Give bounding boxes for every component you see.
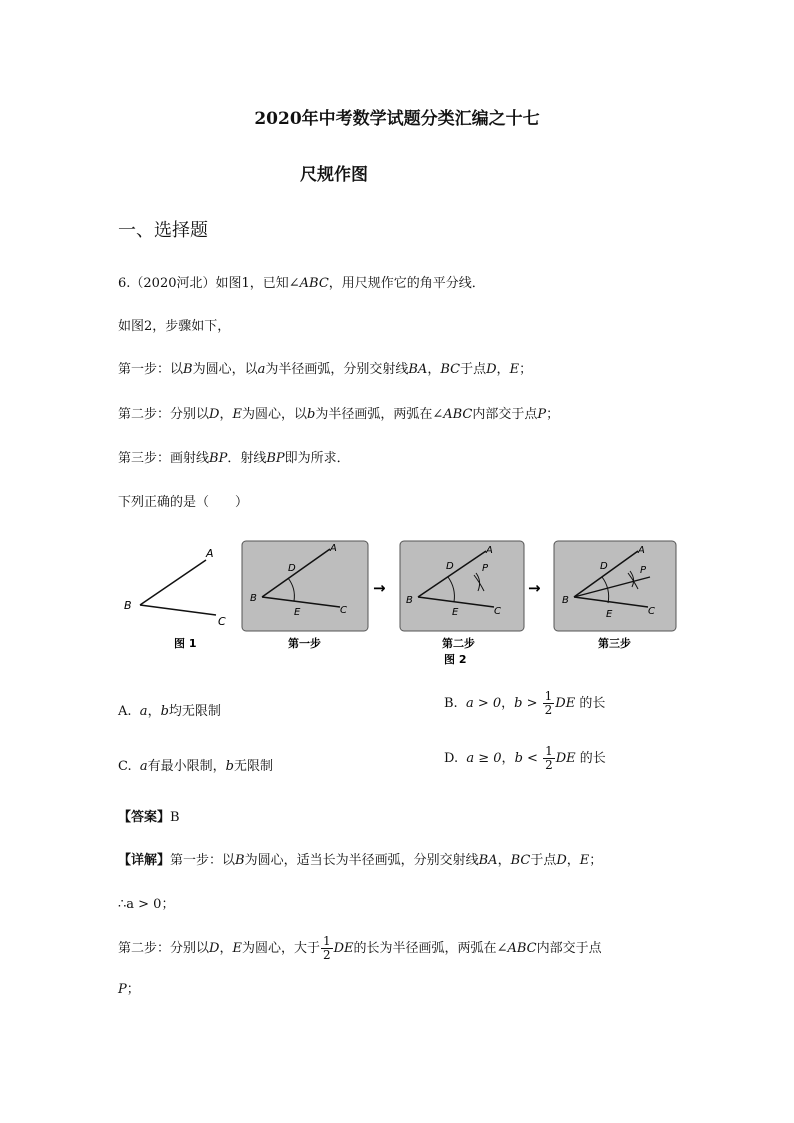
step1-label-e: E bbox=[294, 607, 301, 618]
step1-label-a: A bbox=[330, 543, 337, 554]
option-c[interactable]: C. a有最小限制，b无限制 bbox=[118, 759, 274, 774]
fig2-caption: 图 2 bbox=[444, 653, 467, 666]
step-3-text: 第三步：画射线BP．射线BP即为所求． bbox=[118, 451, 350, 466]
step-2-text: 第二步：分别以D，E为圆心，以b为半径画弧，两弧在∠ABC内部交于点P； bbox=[118, 407, 560, 422]
question-prompt: 下列正确的是（ ） bbox=[118, 495, 249, 510]
arrow-icon-1: → bbox=[373, 579, 386, 597]
fig1-label-c: C bbox=[218, 615, 226, 628]
construction-figure bbox=[118, 535, 688, 675]
step3-label-c: C bbox=[648, 606, 655, 617]
step-2-panel bbox=[400, 541, 524, 666]
fig1-label-a: A bbox=[206, 547, 214, 560]
page-subtitle: 尺规作图 bbox=[300, 165, 368, 185]
step3-label-b: B bbox=[562, 595, 569, 606]
step2-label-c: C bbox=[494, 606, 501, 617]
section-heading: 一、选择题 bbox=[118, 220, 208, 241]
question-stem: 6.（2020河北）如图1，已知∠ABC，用尺规作它的角平分线． bbox=[118, 276, 485, 291]
step1-label-b: B bbox=[250, 593, 257, 604]
step-1-text: 第一步：以B为圆心，以a为半径画弧，分别交射线BA，BC于点D，E； bbox=[118, 362, 533, 377]
step3-label-e: E bbox=[606, 609, 613, 620]
fig1-caption: 图 1 bbox=[174, 637, 197, 650]
step1-label-c: C bbox=[340, 605, 347, 616]
step3-label-p: P bbox=[640, 565, 647, 576]
question-intro: 如图2，步骤如下， bbox=[118, 319, 231, 334]
step3-label-a: A bbox=[638, 545, 645, 556]
step3-label-d: D bbox=[600, 561, 608, 572]
step2-label-d: D bbox=[446, 561, 454, 572]
step-3-panel bbox=[554, 541, 676, 650]
analysis-line-4: P； bbox=[118, 982, 140, 997]
step2-label-p: P bbox=[482, 563, 489, 574]
option-b[interactable]: B. a > 0，b > $\frac{1}{2}$ DE 的长 bbox=[444, 689, 606, 717]
analysis-line-1: 【详解】第一步：以B为圆心，适当长为半径画弧，分别交射线BA，BC于点D，E； bbox=[118, 853, 603, 868]
step2-label-e: E bbox=[452, 607, 459, 618]
analysis-line-2: ∴a > 0； bbox=[118, 897, 175, 912]
option-d[interactable]: D. a ≥ 0，b < $\frac{1}{2}$ DE 的长 bbox=[444, 744, 606, 772]
answer-line: 【答案】B bbox=[118, 810, 180, 825]
step-1-panel bbox=[242, 541, 368, 650]
step2-caption: 第二步 bbox=[442, 637, 475, 650]
figure-1 bbox=[124, 547, 226, 650]
fig1-label-b: B bbox=[124, 599, 132, 612]
option-a[interactable]: A. a，b均无限制 bbox=[118, 704, 221, 719]
step1-caption: 第一步 bbox=[288, 637, 321, 650]
step3-caption: 第三步 bbox=[598, 637, 631, 650]
step1-label-d: D bbox=[288, 563, 296, 574]
arrow-icon-2: → bbox=[528, 579, 541, 597]
step2-label-b: B bbox=[406, 595, 413, 606]
analysis-line-3: 第二步：分别以D，E为圆心，大于 $\frac{1}{2}$ DE的长为半径画弧，两弧在∠ABC内部交于点 bbox=[118, 934, 602, 962]
page-title: 2020年中考数学试题分类汇编之十七 bbox=[254, 109, 540, 129]
step2-label-a: A bbox=[486, 545, 493, 556]
